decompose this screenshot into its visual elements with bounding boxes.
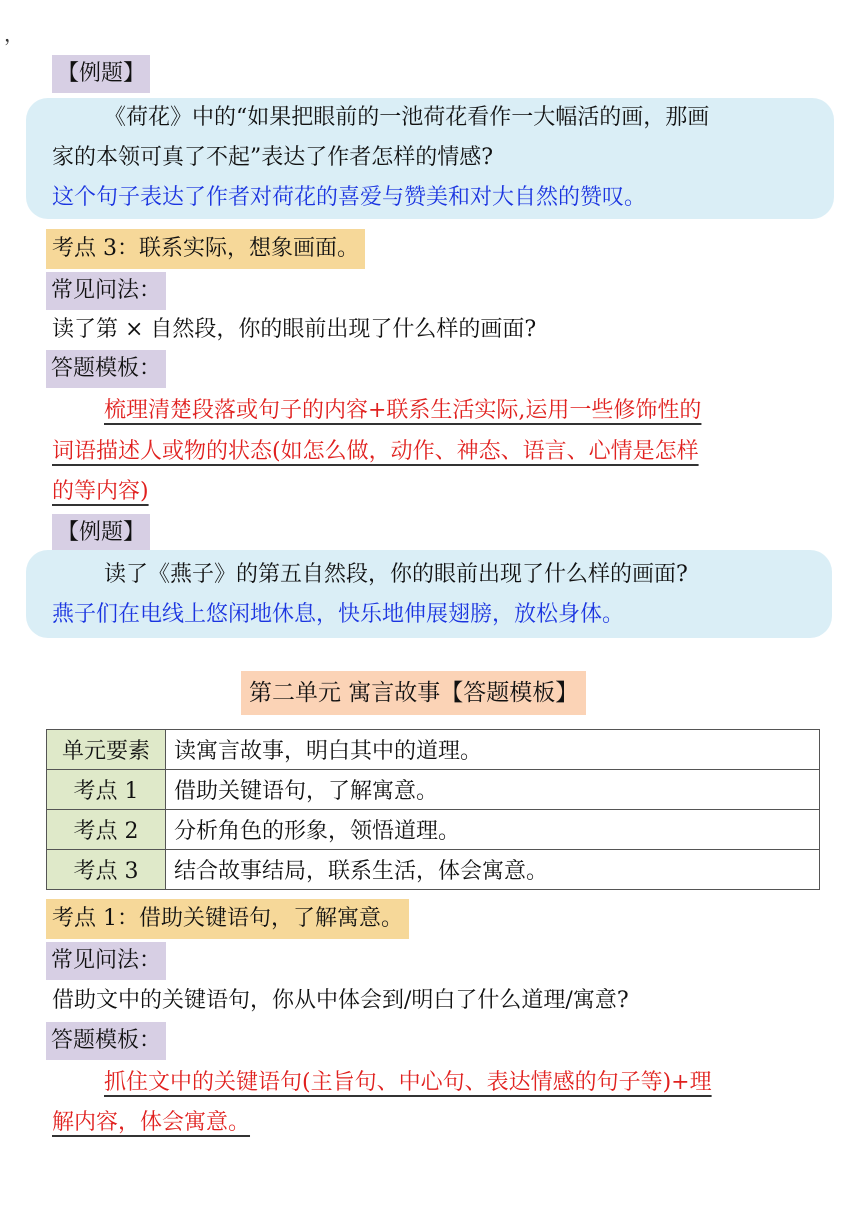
example-question-line2: 家的本领可真了不起”表达了作者怎样的情感? bbox=[52, 145, 494, 170]
table-row bbox=[47, 850, 820, 890]
table-key: 考点 2 bbox=[47, 810, 166, 850]
example2-answer: 燕子们在电线上悠闲地休息，快乐地伸展翅膀，放松身体。 bbox=[52, 602, 625, 627]
answer-template-label-2: 答题模板： bbox=[46, 1022, 166, 1060]
stray-mark: ， bbox=[4, 22, 24, 46]
example-label: 【例题】 bbox=[52, 55, 150, 93]
table-value: 读寓言故事，明白其中的道理。 bbox=[166, 730, 820, 770]
table-key: 单元要素 bbox=[47, 730, 166, 770]
answer-template-label: 答题模板： bbox=[46, 350, 166, 388]
table-row bbox=[47, 770, 820, 810]
table-key: 考点 1 bbox=[47, 770, 166, 810]
table-row bbox=[47, 730, 820, 770]
common-question: 读了第 × 自然段，你的眼前出现了什么样的画面? bbox=[52, 317, 537, 342]
example-question-line1: 《荷花》中的“如果把眼前的一池荷花看作一大幅活的画，那画 bbox=[104, 105, 710, 130]
example-answer: 这个句子表达了作者对荷花的喜爱与赞美和对大自然的赞叹。 bbox=[52, 185, 647, 210]
template2-line2: 解内容，体会寓意。 bbox=[52, 1110, 251, 1135]
table-value: 借助关键语句，了解寓意。 bbox=[166, 770, 820, 810]
template2-line1: 抓住文中的关键语句(主旨句、中心句、表达情感的句子等)+理 bbox=[104, 1070, 712, 1095]
kaodian3-heading: 考点 3：联系实际，想象画面。 bbox=[46, 229, 365, 269]
template-line3: 的等内容) bbox=[52, 479, 149, 504]
unit2-title: 第二单元 寓言故事【答题模板】 bbox=[241, 671, 586, 715]
common-question-label-2: 常见问法： bbox=[46, 942, 166, 980]
table-key: 考点 3 bbox=[47, 850, 166, 890]
kaodian1-heading: 考点 1：借助关键语句，了解寓意。 bbox=[46, 899, 409, 939]
unit2-table bbox=[46, 729, 820, 890]
table-row bbox=[47, 810, 820, 850]
table-value: 分析角色的形象，领悟道理。 bbox=[166, 810, 820, 850]
template-line2: 词语描述人或物的状态(如怎么做，动作、神态、语言、心情是怎样 bbox=[52, 439, 699, 464]
example2-question: 读了《燕子》的第五自然段，你的眼前出现了什么样的画面? bbox=[104, 562, 688, 587]
common-question-label: 常见问法： bbox=[46, 272, 166, 310]
example-label-2: 【例题】 bbox=[52, 514, 150, 552]
table-value: 结合故事结局，联系生活，体会寓意。 bbox=[166, 850, 820, 890]
common-question-2: 借助文中的关键语句，你从中体会到/明白了什么道理/寓意? bbox=[52, 988, 629, 1013]
template-line1: 梳理清楚段落或句子的内容+联系生活实际,运用一些修饰性的 bbox=[104, 398, 702, 423]
